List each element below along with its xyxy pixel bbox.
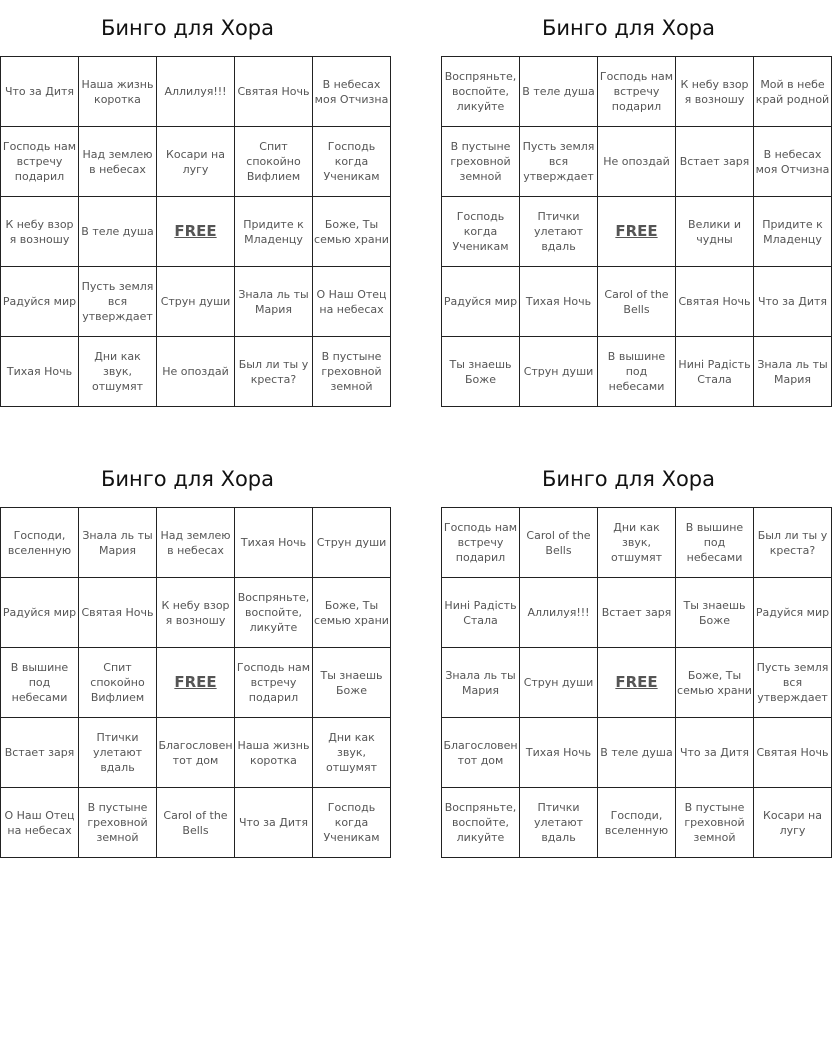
- bingo-cell: Дни как звук, отшумят: [79, 337, 157, 407]
- bingo-cell: Дни как звук, отшумят: [598, 508, 676, 578]
- bingo-cell: Радуйся мир: [754, 578, 832, 648]
- bingo-row: [1, 508, 391, 578]
- bingo-card-4: [441, 451, 830, 858]
- bingo-cell: В теле душа: [598, 718, 676, 788]
- bingo-cell: К небу взор я возношу: [157, 578, 235, 648]
- bingo-row: [1, 127, 391, 197]
- bingo-cell: Благословен тот дом: [157, 718, 235, 788]
- bingo-cell: Встает заря: [598, 578, 676, 648]
- free-cell: FREE: [157, 197, 235, 267]
- bingo-cell: Наша жизнь коротка: [235, 718, 313, 788]
- bingo-cell: Воспряньте, воспойте, ликуйте: [235, 578, 313, 648]
- bingo-grid: [0, 56, 391, 407]
- bingo-cell: Струн души: [520, 648, 598, 718]
- bingo-row: [442, 718, 832, 788]
- bingo-cell: Тихая Ночь: [1, 337, 79, 407]
- bingo-cell: Пусть земля вся утверждает: [520, 127, 598, 197]
- bingo-cell: Благословен тот дом: [442, 718, 520, 788]
- bingo-cell: Велики и чудны: [676, 197, 754, 267]
- bingo-cell: Знала ль ты Мария: [235, 267, 313, 337]
- bingo-cell: В небесах моя Отчизна: [313, 57, 391, 127]
- free-cell: FREE: [598, 197, 676, 267]
- bingo-cell: Дни как звук, отшумят: [313, 718, 391, 788]
- free-cell: FREE: [157, 648, 235, 718]
- bingo-cell: Знала ль ты Мария: [79, 508, 157, 578]
- bingo-cell: Нині Радість Стала: [676, 337, 754, 407]
- bingo-row: [1, 718, 391, 788]
- bingo-row: [1, 57, 391, 127]
- bingo-cell: В пустыне греховной земной: [442, 127, 520, 197]
- bingo-cell: Струн души: [520, 337, 598, 407]
- bingo-cell: Радуйся мир: [1, 578, 79, 648]
- bingo-cell: Что за Дитя: [676, 718, 754, 788]
- bingo-row: [442, 267, 832, 337]
- bingo-cell: Не опоздай: [598, 127, 676, 197]
- bingo-grid: [441, 56, 832, 407]
- bingo-cell: Святая Ночь: [676, 267, 754, 337]
- bingo-cell: Господь нам встречу подарил: [1, 127, 79, 197]
- bingo-cell: К небу взор я возношу: [676, 57, 754, 127]
- bingo-cell: Радуйся мир: [1, 267, 79, 337]
- bingo-cell: Carol of the Bells: [520, 508, 598, 578]
- bingo-cell: Струн души: [313, 508, 391, 578]
- bingo-row: [442, 337, 832, 407]
- bingo-row: [442, 508, 832, 578]
- card-title: Бинго для Хора: [100, 467, 275, 491]
- bingo-cell: Господь нам встречу подарил: [442, 508, 520, 578]
- bingo-row: [442, 578, 832, 648]
- bingo-cell: В вышине под небесами: [1, 648, 79, 718]
- bingo-row: [1, 578, 391, 648]
- card-title: Бинго для Хора: [541, 467, 716, 491]
- bingo-cell: Придите к Младенцу: [754, 197, 832, 267]
- bingo-cell: Знала ль ты Мария: [754, 337, 832, 407]
- bingo-cell: Косари на лугу: [754, 788, 832, 858]
- bingo-row: [442, 127, 832, 197]
- bingo-cell: О Наш Отец на небесах: [1, 788, 79, 858]
- bingo-cell: Боже, Ты семью храни: [313, 578, 391, 648]
- bingo-cell: В вышине под небесами: [676, 508, 754, 578]
- bingo-cell: Тихая Ночь: [520, 267, 598, 337]
- bingo-cell: Знала ль ты Мария: [442, 648, 520, 718]
- bingo-cell: Господь когда Ученикам: [313, 127, 391, 197]
- bingo-cell: Carol of the Bells: [598, 267, 676, 337]
- bingo-cell: Аллилуя!!!: [520, 578, 598, 648]
- bingo-cell: Наша жизнь коротка: [79, 57, 157, 127]
- bingo-cell: К небу взор я возношу: [1, 197, 79, 267]
- bingo-cell: Господь когда Ученикам: [442, 197, 520, 267]
- bingo-row: [1, 337, 391, 407]
- bingo-cell: Придите к Младенцу: [235, 197, 313, 267]
- bingo-cell: Пусть земля вся утверждает: [79, 267, 157, 337]
- bingo-cell: Святая Ночь: [754, 718, 832, 788]
- bingo-cell: Святая Ночь: [79, 578, 157, 648]
- card-title: Бинго для Хора: [100, 16, 275, 40]
- bingo-row: [442, 788, 832, 858]
- bingo-cell: Господь когда Ученикам: [313, 788, 391, 858]
- bingo-cell: В теле душа: [520, 57, 598, 127]
- bingo-cell: В пустыне греховной земной: [313, 337, 391, 407]
- bingo-cell: Что за Дитя: [1, 57, 79, 127]
- bingo-row: [1, 197, 391, 267]
- bingo-cell: Что за Дитя: [754, 267, 832, 337]
- bingo-grid: [0, 507, 391, 858]
- bingo-cell: Спит спокойно Вифлием: [79, 648, 157, 718]
- bingo-cell: Косари на лугу: [157, 127, 235, 197]
- bingo-cell: Ты знаешь Боже: [676, 578, 754, 648]
- bingo-row: [442, 648, 832, 718]
- bingo-cell: Не опоздай: [157, 337, 235, 407]
- bingo-cell: Господь нам встречу подарил: [598, 57, 676, 127]
- bingo-cell: Воспряньте, воспойте, ликуйте: [442, 788, 520, 858]
- bingo-cell: Аллилуя!!!: [157, 57, 235, 127]
- bingo-cell: Встает заря: [676, 127, 754, 197]
- bingo-cell: Птички улетают вдаль: [79, 718, 157, 788]
- bingo-row: [1, 648, 391, 718]
- bingo-cell: Был ли ты у креста?: [235, 337, 313, 407]
- bingo-cell: Струн души: [157, 267, 235, 337]
- bingo-cell: Боже, Ты семью храни: [313, 197, 391, 267]
- bingo-cell: Над землею в небесах: [79, 127, 157, 197]
- bingo-cell: В теле душа: [79, 197, 157, 267]
- bingo-cell: Ты знаешь Боже: [442, 337, 520, 407]
- bingo-cell: О Наш Отец на небесах: [313, 267, 391, 337]
- bingo-cell: Птички улетают вдаль: [520, 788, 598, 858]
- bingo-card-2: [441, 0, 830, 407]
- bingo-cell: Carol of the Bells: [157, 788, 235, 858]
- bingo-cell: Птички улетают вдаль: [520, 197, 598, 267]
- card-title: Бинго для Хора: [541, 16, 716, 40]
- bingo-cell: Господь нам встречу подарил: [235, 648, 313, 718]
- bingo-cell: Воспряньте, воспойте, ликуйте: [442, 57, 520, 127]
- bingo-cell: Мой в небе край родной: [754, 57, 832, 127]
- bingo-cell: Тихая Ночь: [235, 508, 313, 578]
- bingo-cell: В небесах моя Отчизна: [754, 127, 832, 197]
- bingo-row: [442, 57, 832, 127]
- bingo-cell: Что за Дитя: [235, 788, 313, 858]
- bingo-cell: В пустыне греховной земной: [79, 788, 157, 858]
- bingo-grid: [441, 507, 832, 858]
- bingo-cell: Боже, Ты семью храни: [676, 648, 754, 718]
- bingo-cell: Ты знаешь Боже: [313, 648, 391, 718]
- bingo-cell: Встает заря: [1, 718, 79, 788]
- bingo-cell: Был ли ты у креста?: [754, 508, 832, 578]
- bingo-card-3: [0, 451, 389, 858]
- bingo-row: [1, 788, 391, 858]
- bingo-cell: Радуйся мир: [442, 267, 520, 337]
- bingo-row: [442, 197, 832, 267]
- bingo-cell: Над землею в небесах: [157, 508, 235, 578]
- bingo-cell: Святая Ночь: [235, 57, 313, 127]
- bingo-cell: Нині Радість Стала: [442, 578, 520, 648]
- bingo-cell: В вышине под небесами: [598, 337, 676, 407]
- bingo-cell: Господи, вселенную: [1, 508, 79, 578]
- bingo-card-1: [0, 0, 389, 407]
- bingo-cell: Пусть земля вся утверждает: [754, 648, 832, 718]
- free-cell: FREE: [598, 648, 676, 718]
- bingo-cell: Спит спокойно Вифлием: [235, 127, 313, 197]
- bingo-cell: В пустыне греховной земной: [676, 788, 754, 858]
- bingo-cell: Тихая Ночь: [520, 718, 598, 788]
- bingo-cell: Господи, вселенную: [598, 788, 676, 858]
- bingo-row: [1, 267, 391, 337]
